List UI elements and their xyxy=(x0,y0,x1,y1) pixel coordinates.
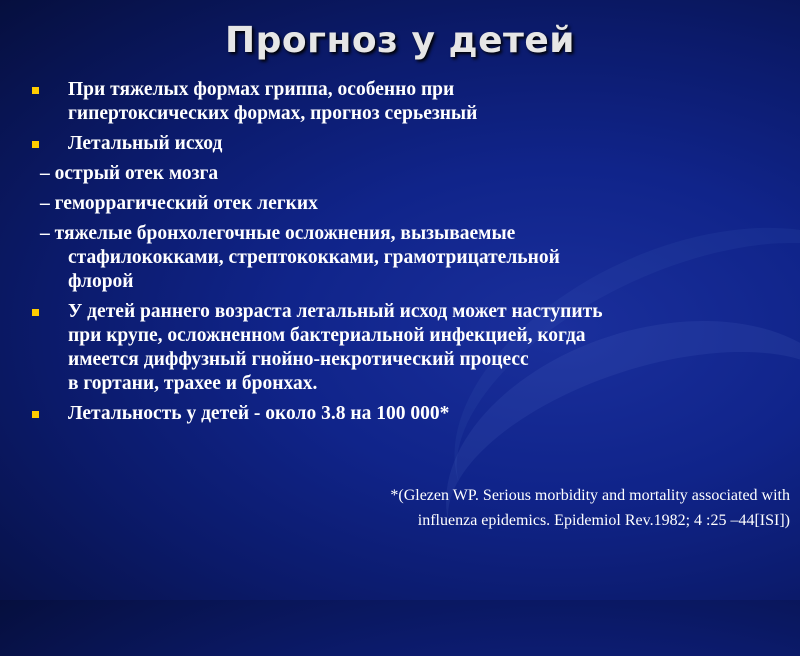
square-bullet-icon xyxy=(32,309,39,316)
square-bullet-icon xyxy=(32,87,39,94)
bullet-item xyxy=(28,300,788,396)
bullet-text-line: Летальность у детей - около 3.8 на 100 000* xyxy=(68,403,450,424)
dash-text-line: – острый отек мозга xyxy=(40,163,219,184)
bullet-text-line: гипертоксических формах, прогноз серьезный xyxy=(68,103,478,124)
bullet-item xyxy=(28,402,788,426)
square-bullet-icon xyxy=(32,141,39,148)
dash-text-line: стафилококками, стрептококками, грамотрицательной xyxy=(68,247,560,268)
bullet-text-line: при крупе, осложненном бактериальной инфекцией, когда xyxy=(68,325,586,346)
dash-text-line: – геморрагический отек легких xyxy=(40,193,318,214)
bullet-text-line: У детей раннего возраста летальный исход может наступить xyxy=(68,301,603,322)
dash-item xyxy=(28,222,788,294)
dash-item xyxy=(28,192,788,216)
bullet-item xyxy=(28,132,788,156)
dash-item xyxy=(28,162,788,186)
slide-title: Прогноз у детей xyxy=(225,20,575,61)
footnote-line: influenza epidemics. Epidemiol Rev.1982; 4 :25 –44[ISI]) xyxy=(417,512,790,529)
citation-footnote xyxy=(270,483,790,533)
bullet-item xyxy=(28,78,788,126)
square-bullet-icon xyxy=(32,411,39,418)
dash-text-line: – тяжелые бронхолегочные осложнения, вызываемые xyxy=(40,223,516,244)
bullet-text-line: имеется диффузный гнойно-некротический процесс xyxy=(68,349,529,370)
slide-body xyxy=(28,78,788,432)
bullet-text-line: Летальный исход xyxy=(68,133,223,154)
dash-text-line: флорой xyxy=(68,271,134,292)
footnote-line: *(Glezen WP. Serious morbidity and mortality associated with xyxy=(390,487,790,504)
bullet-text-line: в гортани, трахее и бронхах. xyxy=(68,373,318,394)
bullet-text-line: При тяжелых формах гриппа, особенно при xyxy=(68,79,455,100)
